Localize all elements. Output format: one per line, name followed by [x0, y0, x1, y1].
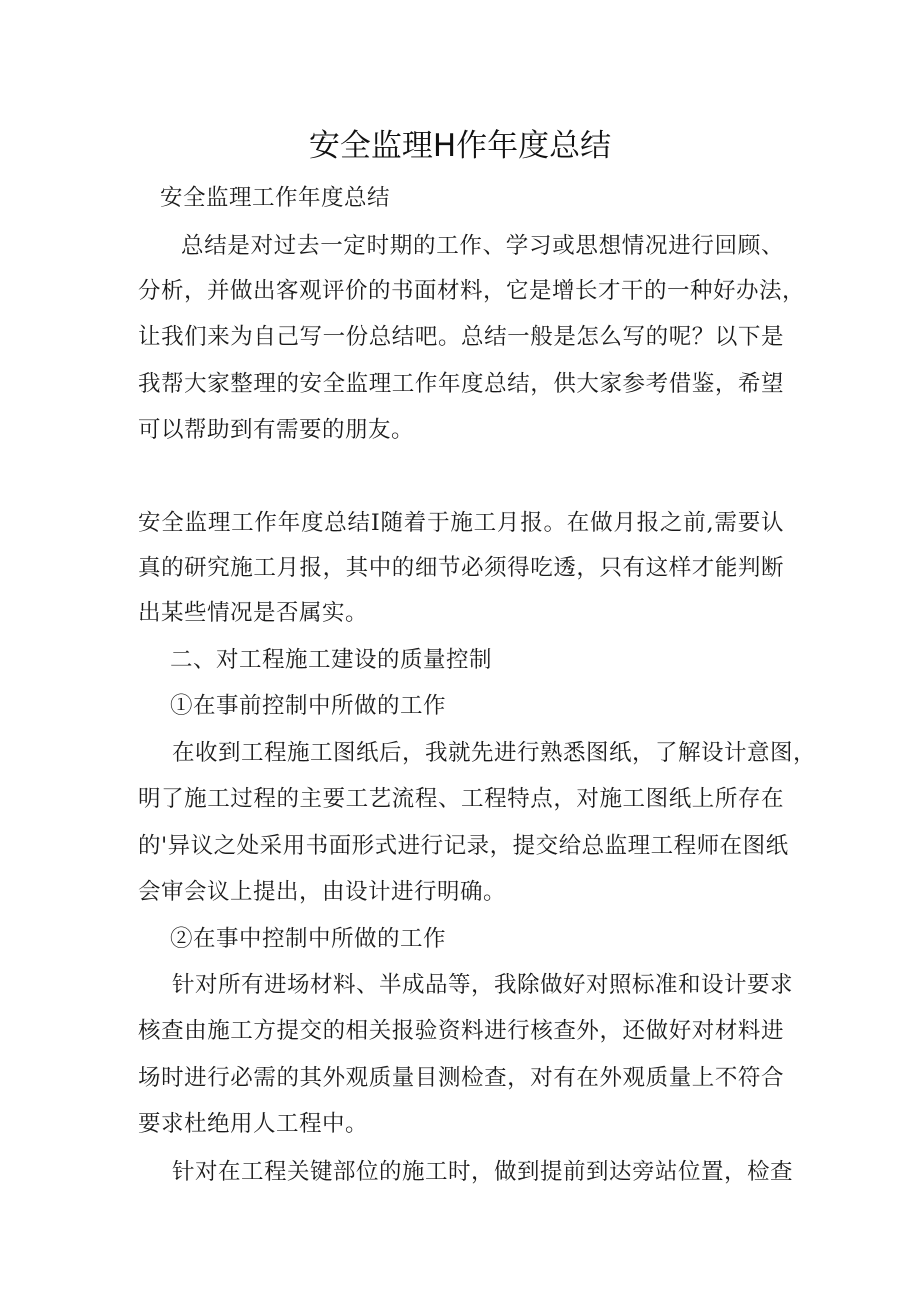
section-heading: 二、对工程施工建设的质量控制	[170, 647, 493, 673]
sub1-line: 的'异议之处采用书面形式进行记录，提交给总监理工程师在图纸	[138, 833, 789, 859]
subsection-heading: ①在事前控制中所做的工作	[170, 693, 447, 719]
para1-line: 出某些情况是否属实。	[138, 600, 369, 626]
para1-line: 真的研究施工月报，其中的细节必须得吃透，只有这样才能判断	[138, 555, 784, 581]
subsection-heading: ②在事中控制中所做的工作	[170, 926, 447, 952]
para1-line: 安全监理工作年度总结I随着于施工月报。在做月报之前,需要认	[138, 510, 784, 536]
sub2-line: 要求杜绝用人工程中。	[138, 1111, 369, 1137]
sub2-line: 场时进行必需的其外观质量目测检查，对有在外观质量上不符合	[138, 1065, 784, 1091]
sub2-line: 针对所有进场材料、半成品等，我除做好对照标准和设计要求	[172, 972, 794, 998]
intro-line: 分析，并做出客观评价的书面材料，它是增长才干的一种好办法，	[138, 278, 806, 304]
sub2-line: 核查由施工方提交的相关报验资料进行核查外，还做好对材料进	[138, 1018, 784, 1044]
intro-line: 让我们来为自己写一份总结吧。总结一般是怎么写的呢？以下是	[138, 324, 784, 350]
sub1-line: 在收到工程施工图纸后，我就先进行熟悉图纸，了解设计意图，	[172, 740, 817, 766]
sub1-line: 明了施工过程的主要工艺流程、工程特点，对施工图纸上所存在	[138, 786, 784, 812]
intro-line: 总结是对过去一定时期的工作、学习或思想情况进行回顾、	[181, 233, 784, 259]
document-subtitle: 安全监理工作年度总结	[160, 185, 391, 211]
intro-line: 我帮大家整理的安全监理工作年度总结，供大家参考借鉴，希望	[138, 371, 784, 397]
sub1-line: 会审会议上提出，由设计进行明确。	[138, 879, 507, 905]
document-title: 安全监理H作年度总结	[308, 128, 612, 164]
intro-line: 可以帮助到有需要的朋友。	[138, 417, 415, 443]
last-para-line: 针对在工程关键部位的施工时，做到提前到达旁站位置，检查	[172, 1159, 794, 1185]
